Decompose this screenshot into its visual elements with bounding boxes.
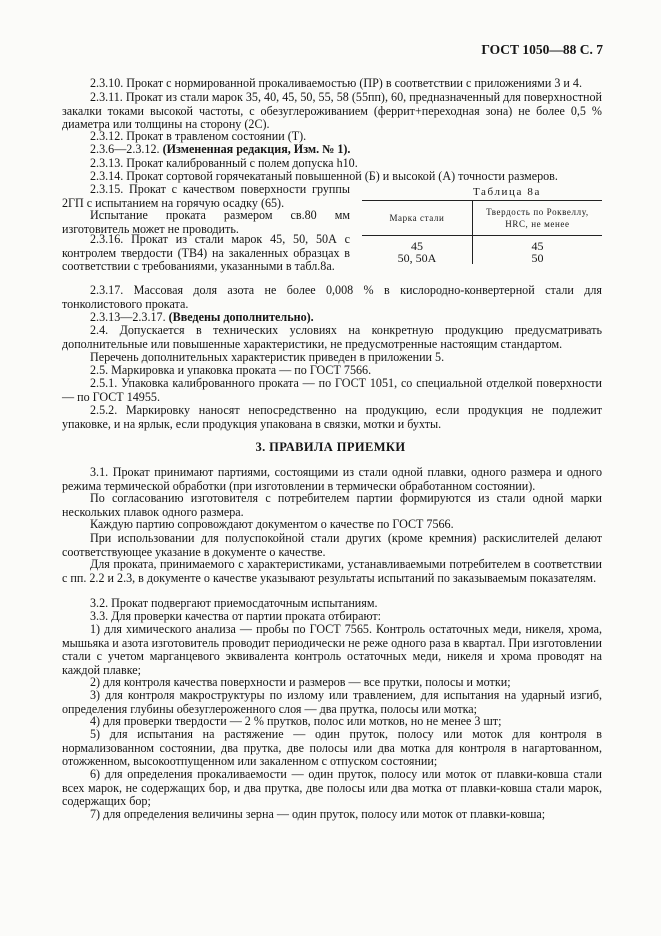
table-row xyxy=(362,252,602,264)
table-cell: 45 xyxy=(362,236,472,253)
paragraph-3-1: 3.1. Прокат принимают партиями, состоящими из стали одной плавки, одного размера и одного режима термической обработки (при изготовлении в термически обработанном состоянии). xyxy=(62,465,602,493)
list-item: 7) для определения величины зерна — один пруток, полосу или моток от плавки-ковша; xyxy=(90,807,546,821)
paragraph-2-4: 2.4. Допускается в технических условиях на конкретную продукцию предусматривать дополнительные или повышенные характеристики, не предусмотренные настоящим стандартом. xyxy=(62,323,602,351)
amendment-note: (Введены дополнительно). xyxy=(168,310,314,324)
paragraph-3-3: 3.3. Для проверки качества от партии проката отбирают: xyxy=(90,609,381,623)
paragraph-2-3-17: 2.3.17. Массовая доля азота не более 0,008 % в кислородно-конвертерной стали для тонколистового проката. xyxy=(62,283,602,311)
clause-number: 2.3.6—2.3.12. xyxy=(90,142,160,156)
paragraph-2-3-6-12 xyxy=(62,143,602,157)
paragraph-2-3-14: 2.3.14. Прокат сортовой горячекатаный повышенной (Б) и высокой (А) точности размеров. xyxy=(90,169,558,183)
paragraph-batch-agreement: По согласованию изготовителя с потребителем партии формируются из стали одной марки нескольких плавок одного размера. xyxy=(62,491,602,519)
paragraph-2-3-11: 2.3.11. Прокат из стали марок 35, 40, 45, 50, 55, 58 (55пп), 60, предназначенный для поверхностной закалки токами высокой частоты, с обезуглероживанием (феррит+переходная зона) не более 0,5 % диаметра или толщины на сторону (2С). xyxy=(62,90,602,132)
paragraph-3-2: 3.2. Прокат подвергают приемосдаточным испытаниям. xyxy=(90,596,378,610)
paragraph-2-3-10: 2.3.10. Прокат с нормированной прокаливаемостью (ПР) в соответствии с приложениями 3 и 4. xyxy=(90,76,582,90)
list-item: 6) для определения прокаливаемости — один пруток, полосу или моток от плавки-ковша стали всех марок, не содержащих бор, и два прутка, две полосы или два мотка от плавки-ковша стали марок, содержащих бор; xyxy=(62,767,602,809)
clause-number: 2.3.13—2.3.17. xyxy=(90,310,166,324)
list-item: 1) для химического анализа — пробы по ГОСТ 7565. Контроль остаточных меди, никеля, хрома, мышьяка и азота изготовитель проводит периодически не реже одного раза в квартал. При изготовлении стали с учетом марганцевого эквивалента контроль остаточных меди, никеля и хрома проводят на каждой плавке; xyxy=(62,622,602,677)
paragraph-test-results: Для проката, принимаемого с характеристиками, устанавливаемыми потребителем в соответствии с пп. 2.2 и 2.3, в документе о качестве указывают результаты испытаний по заказываемым показателям. xyxy=(62,557,602,585)
amendment-note: (Измененная редакция, Изм. № 1). xyxy=(162,142,351,156)
list-item: 3) для контроля макроструктуры по излому или травлением, для испытания на ударный изгиб, определения глубины обезуглероженного слоя — два прутка, полосы или мотка; xyxy=(62,688,602,716)
paragraph-2-5-1: 2.5.1. Упаковка калиброванного проката — по ГОСТ 1051, со специальной отделкой поверхности — по ГОСТ 14955. xyxy=(62,376,602,404)
list-item: 5) для испытания на растяжение — один пруток, полосу или моток для контроля в нормализованном состоянии, два прутка, две полосы или два мотка для контроля в нагартованном, отожженном, высокоотпущенном или закаленном с отпуском состоянии; xyxy=(62,727,602,769)
table-8a xyxy=(362,200,602,264)
page-header: ГОСТ 1050—88 С. 7 xyxy=(481,42,603,57)
paragraph-2-3-12: 2.3.12. Прокат в травленом состоянии (Т). xyxy=(90,129,307,143)
list-item: 4) для проверки твердости — 2 % прутков, полос или мотков, но не менее 3 шт; xyxy=(90,714,502,728)
paragraph-2-3-15: 2.3.15. Прокат с качеством поверхности группы 2ГП с испытанием на горячую осадку (65). xyxy=(62,182,350,210)
paragraph-2-3-16: 2.3.16. Прокат из стали марок 45, 50, 50А с контролем твердости (ТВ4) на закаленных образцах в соответствии с требованиями, указанными в табл.8а. xyxy=(62,232,350,274)
list-item: 2) для контроля качества поверхности и размеров — все прутки, полосы и мотки; xyxy=(90,675,511,689)
table-cell: 50, 50А xyxy=(362,252,472,264)
table-cell: 50 xyxy=(531,251,544,265)
paragraph-2-3-13: 2.3.13. Прокат калиброванный с полем допуска h10. xyxy=(90,156,358,170)
table-caption: Таблица 8а xyxy=(473,186,541,198)
column-header-steel-grade: Марка стали xyxy=(362,201,472,236)
section-title: 3. ПРАВИЛА ПРИЕМКИ xyxy=(255,440,406,454)
paragraph-appendix-5: Перечень дополнительных характеристик приведен в приложении 5. xyxy=(90,350,445,364)
paragraph-deoxidizers: При использовании для полуспокойной стали других (кроме кремния) раскислителей делают соответствующее указание в документе о качестве. xyxy=(62,531,602,559)
paragraph-quality-document: Каждую партию сопровождают документом о качестве по ГОСТ 7566. xyxy=(90,517,454,531)
paragraph-2-5: 2.5. Маркировка и упаковка проката — по ГОСТ 7566. xyxy=(90,363,372,377)
table-row xyxy=(362,236,602,253)
table-cell: 45 xyxy=(531,239,544,253)
column-header-hardness: Твердость по Роквеллу, HRC, не менее xyxy=(472,201,602,236)
paragraph-2-5-2: 2.5.2. Маркировку наносят непосредственно на продукцию, если продукция не подлежит упаковке, и на ярлык, если продукция упакована в связки, мотки и бухты. xyxy=(62,403,602,431)
paragraph-hot-upset-note: Испытание проката размером св.80 мм изготовитель может не проводить. xyxy=(62,208,350,236)
